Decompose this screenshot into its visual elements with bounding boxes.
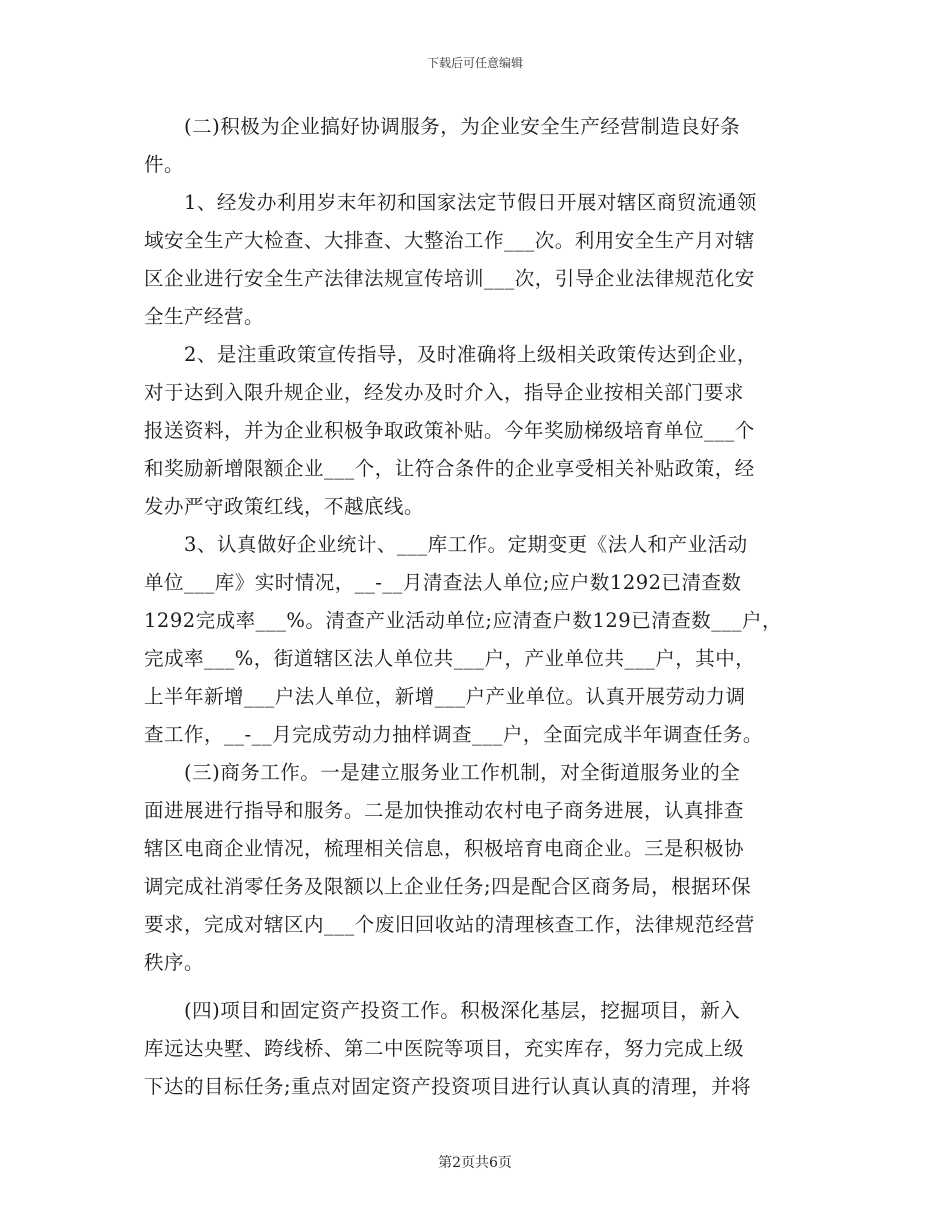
body-line: (二)积极为企业搞好协调服务，为企业安全生产经营制造良好条 <box>184 115 741 138</box>
body-line: 秩序。 <box>144 951 205 974</box>
body-line: 全生产经营。 <box>144 305 265 328</box>
body-line: (四)项目和固定资产投资工作。积极深化基层，挖掘项目，新入 <box>184 999 741 1022</box>
body-line: 辖区电商企业情况，梳理相关信息，积极培育电商企业。三是积极协 <box>144 837 745 860</box>
page-header: 下载后可任意编辑 <box>426 56 523 70</box>
body-line: (三)商务工作。一是建立服务业工作机制，对全街道服务业的全 <box>184 761 741 784</box>
body-line: 面进展进行指导和服务。二是加快推动农村电子商务进展，认真排查 <box>144 799 745 822</box>
body-line: 调完成社消零任务及限额以上企业任务;四是配合区商务局，根据环保 <box>144 875 752 898</box>
document-body <box>144 108 804 1106</box>
body-line: 域安全生产大检查、大排查、大整治工作___次。利用安全生产月对辖 <box>144 229 755 252</box>
body-line: 件。 <box>144 153 185 176</box>
body-line: 要求，完成对辖区内___个废旧回收站的清理核查工作，法律规范经营 <box>144 913 755 936</box>
body-line: 区企业进行安全生产法律法规宣传培训___次，引导企业法律规范化安 <box>144 267 755 290</box>
body-line: 1292完成率___%。清查产业活动单位;应清查户数129已清查数___户， <box>144 609 782 632</box>
body-line: 下达的目标任务;重点对固定资产投资项目进行认真认真的清理，并将 <box>144 1075 752 1098</box>
body-line: 库远达央墅、跨线桥、第二中医院等项目，充实库存，努力完成上级 <box>144 1037 745 1060</box>
body-line: 单位___库》实时情况，__-__月清查法人单位;应户数1292已清查数 <box>144 571 742 594</box>
body-line: 发办严守政策红线，不越底线。 <box>144 495 425 518</box>
body-line: 上半年新增___户法人单位，新增___户产业单位。认真开展劳动力调 <box>144 685 746 708</box>
body-line: 报送资料，并为企业积极争取政策补贴。今年奖励梯级培育单位___个 <box>144 419 755 442</box>
body-line: 2、是注重政策宣传指导，及时准确将上级相关政策传达到企业， <box>184 343 757 366</box>
body-line: 查工作，__-__月完成劳动力抽样调查___户，全面完成半年调查任务。 <box>144 723 763 746</box>
body-line: 完成率___%，街道辖区法人单位共___户，产业单位共___户，其中， <box>144 647 756 670</box>
body-line: 3、认真做好企业统计、___库工作。定期变更《法人和产业活动 <box>184 533 748 556</box>
body-line: 和奖励新增限额企业___个，让符合条件的企业享受相关补贴政策，经 <box>144 457 755 480</box>
page-number: 第2页共6页 <box>438 1155 512 1171</box>
body-line: 对于达到入限升规企业，经发办及时介入，指导企业按相关部门要求 <box>144 381 745 404</box>
body-line: 1、经发办利用岁末年初和国家法定节假日开展对辖区商贸流通领 <box>184 191 757 214</box>
